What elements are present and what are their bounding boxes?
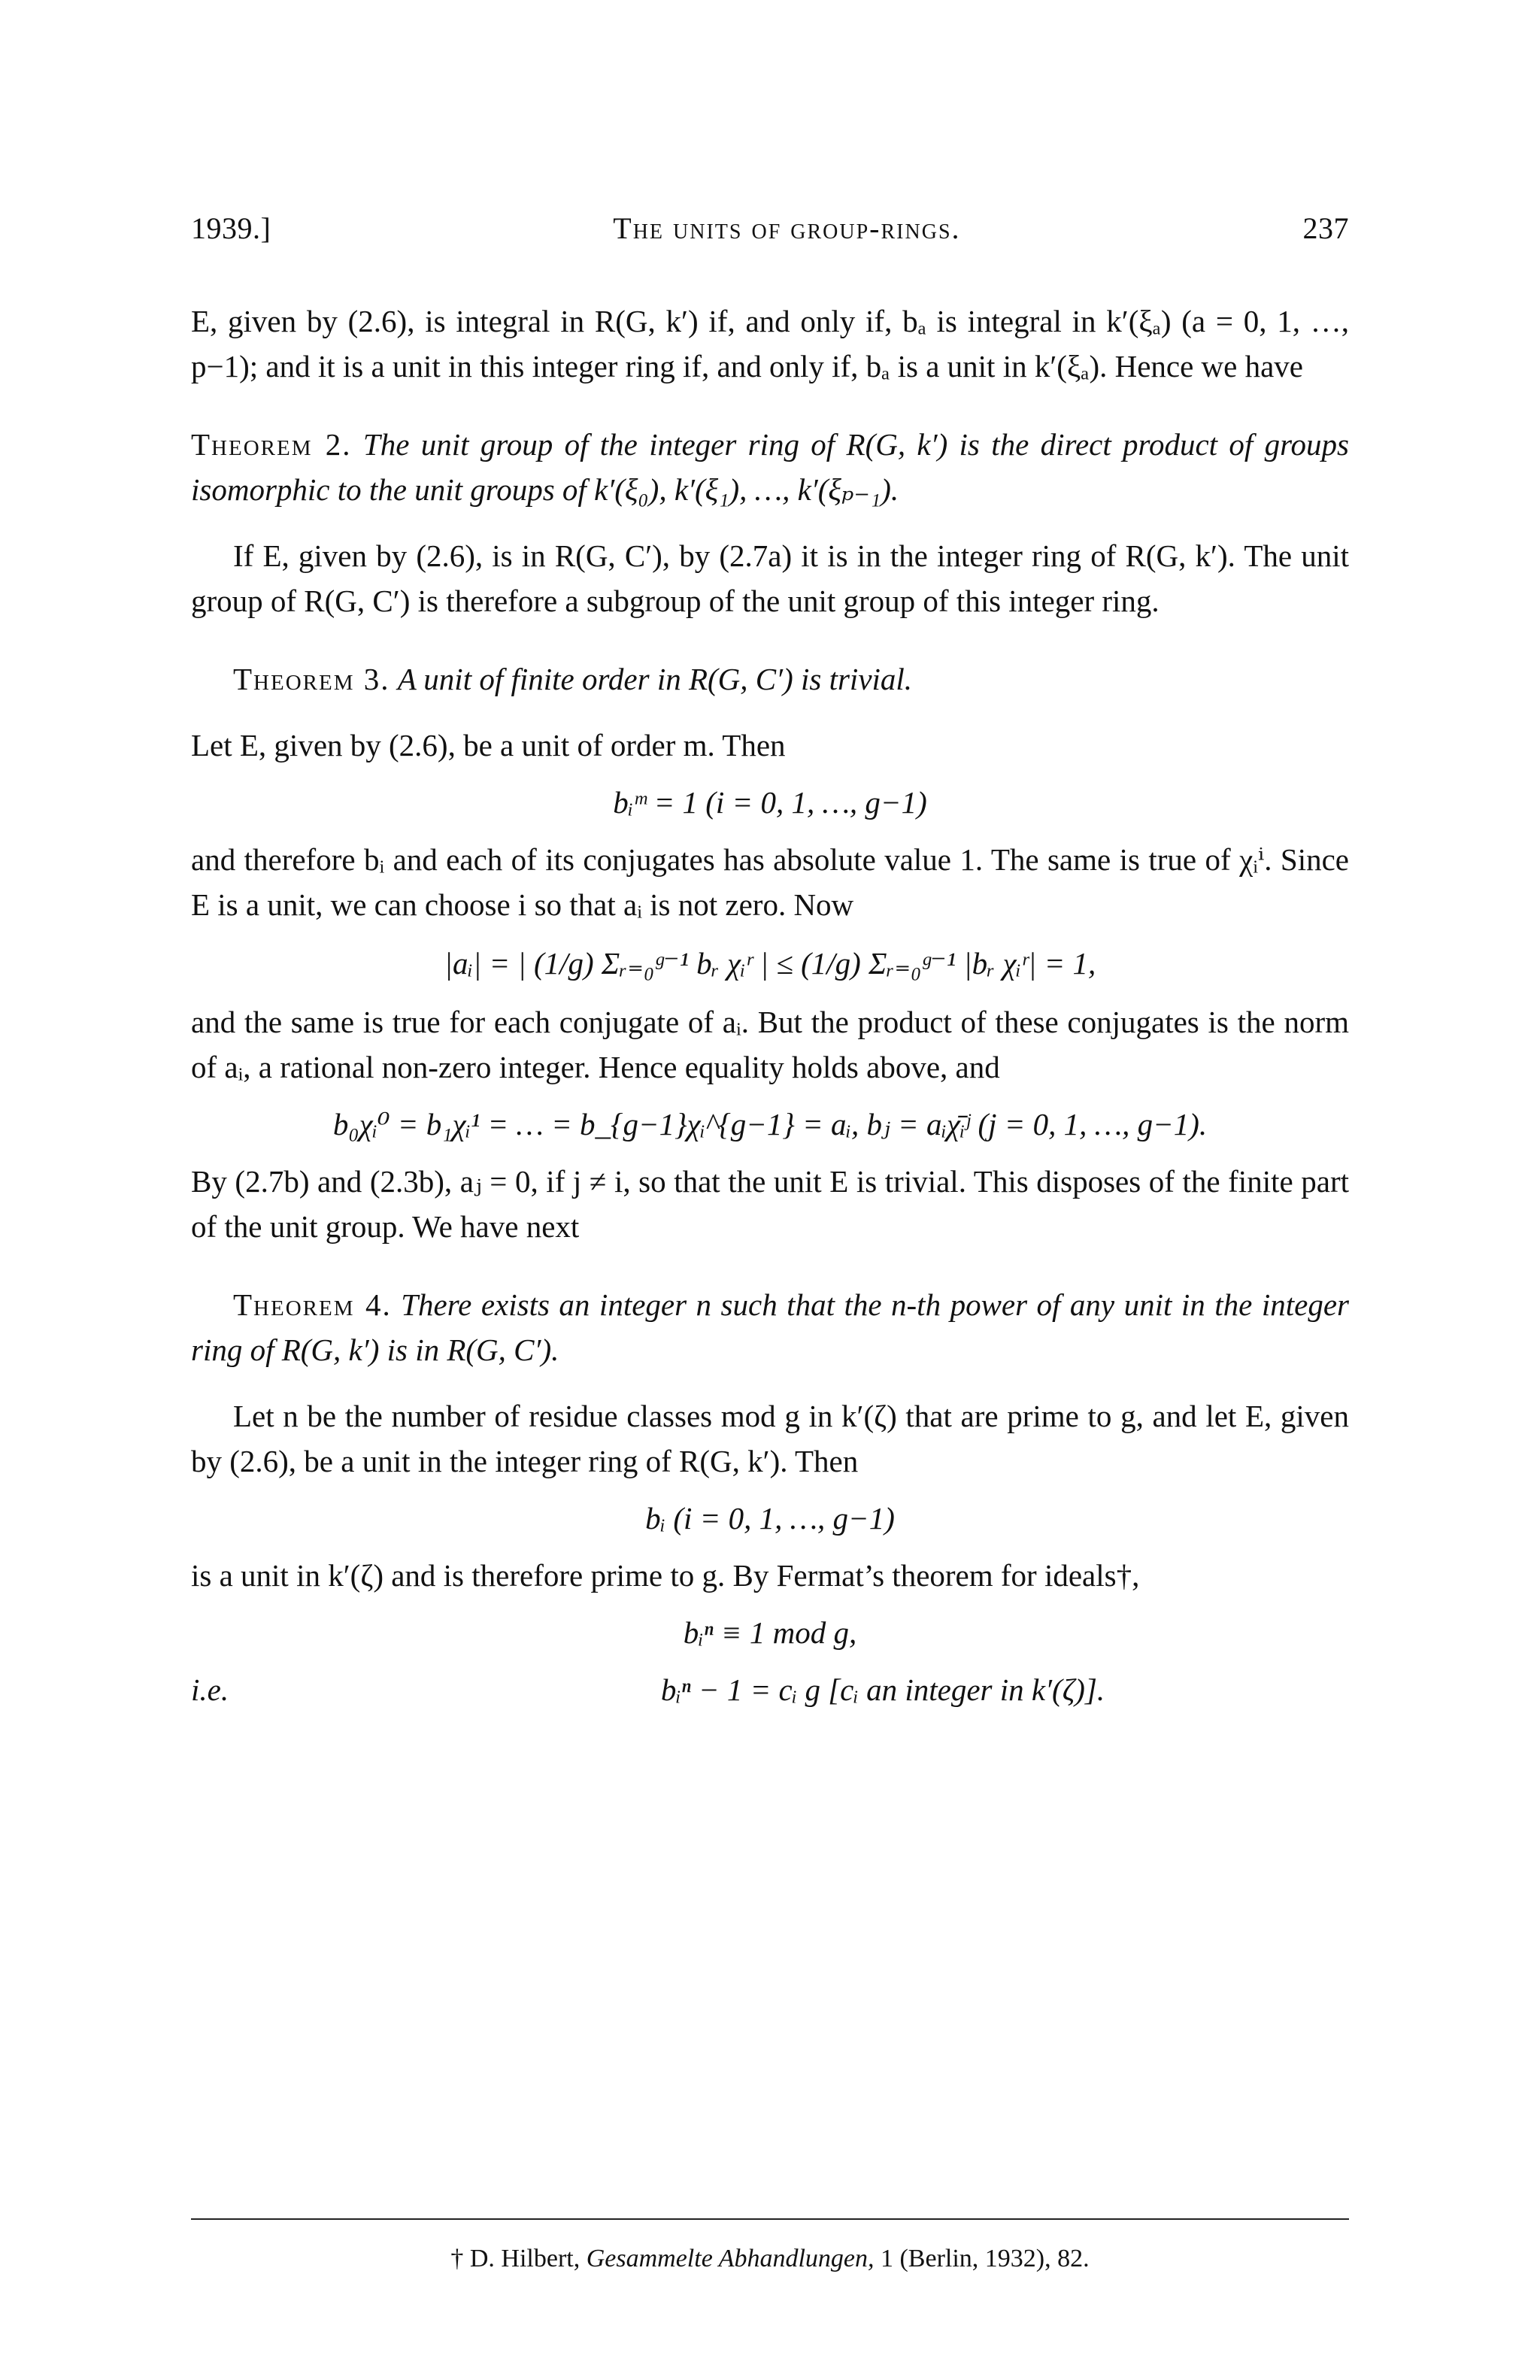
theorem-4-body: There exists an integer n such that the n-th power of any unit in the integer ring of R(G, k′) is in R(G, C′).	[191, 1287, 1349, 1367]
theorem-3-body: A unit of finite order in R(G, C′) is trivial.	[397, 662, 913, 696]
equation-6-lead: i.e.	[191, 1672, 229, 1707]
running-header	[191, 211, 1349, 246]
equation-6: bᵢⁿ − 1 = cᵢ g [cᵢ an integer in k′(ζ)].	[660, 1672, 1105, 1707]
equation-6-row	[191, 1667, 1349, 1712]
page-number: 237	[1302, 211, 1349, 245]
footnote-mark: † D. Hilbert,	[450, 2245, 581, 2272]
paragraph-7: Let n be the number of residue classes mod g in k′(ζ) that are prime to g, and let E, given by (2.6), be a unit in the integer ring of R(G, k′). Then	[191, 1399, 1349, 1478]
theorem-3	[191, 656, 1349, 702]
paragraph-3: Let E, given by (2.6), be a unit of order m. Then	[191, 728, 786, 763]
footnote-work: Gesammelte Abhandlungen,	[586, 2245, 875, 2272]
equation-5: bᵢⁿ ≡ 1 mod g,	[683, 1615, 857, 1650]
theorem-4-head: Theorem 4.	[233, 1287, 392, 1322]
paragraph-5: and the same is true for each conjugate of aᵢ. But the product of these conjugates is the norm of aᵢ, a rational non-zero integer. Hence equality holds above, and	[191, 1005, 1349, 1084]
year: 1939.]	[191, 211, 271, 245]
equation-1: bᵢᵐ = 1 (i = 0, 1, …, g−1)	[613, 785, 927, 820]
footnote	[191, 2245, 1349, 2273]
paragraph-1: E, given by (2.6), is integral in R(G, k′) if, and only if, bₐ is integral in k′(ξₐ) (a = 0, 1, …, p−1); and it is a unit in this integer ring if, and only if, bₐ is a unit in k′(ξₐ). Hence we have	[191, 304, 1349, 384]
equation-2: |aᵢ| = | (1/g) Σᵣ₌₀ᵍ⁻¹ bᵣ χᵢʳ | ≤ (1/g) Σᵣ₌₀ᵍ⁻¹ |bᵣ χᵢʳ| = 1,	[444, 946, 1096, 981]
paragraph-4: and therefore bᵢ and each of its conjugates has absolute value 1. The same is true of χᵢⁱ. Since E is a unit, we can choose i so that aᵢ is not zero. Now	[191, 842, 1349, 922]
theorem-2	[191, 422, 1349, 512]
theorem-4	[191, 1282, 1349, 1372]
theorem-2-head: Theorem 2.	[191, 427, 352, 462]
equation-3: b₀χᵢ⁰ = b₁χᵢ¹ = … = b_{g−1}χᵢ^{g−1} = aᵢ, bⱼ = aᵢχ̄ᵢʲ (j = 0, 1, …, g−1).	[332, 1107, 1208, 1141]
equation-4: bᵢ (i = 0, 1, …, g−1)	[645, 1501, 895, 1536]
footnote-rule	[191, 2218, 1349, 2220]
page	[191, 211, 1349, 1724]
theorem-2-body: The unit group of the integer ring of R(G, k′) is the direct product of groups isomorphic to the unit groups of k′(ξ₀), k′(ξ₁), …, k′(ξₚ₋₁).	[191, 427, 1349, 507]
running-title: The units of group-rings.	[613, 211, 961, 245]
footnote-rest: 1 (Berlin, 1932), 82.	[880, 2245, 1090, 2272]
paragraph-6: By (2.7b) and (2.3b), aⱼ = 0, if j ≠ i, so that the unit E is trivial. This disposes of the finite part of the unit group. We have next	[191, 1164, 1349, 1244]
paragraph-8: is a unit in k′(ζ) and is therefore prime to g. By Fermat’s theorem for ideals†,	[191, 1558, 1140, 1593]
paragraph-2: If E, given by (2.6), is in R(G, C′), by (2.7a) it is in the integer ring of R(G, k′). The unit group of R(G, C′) is therefore a subgroup of the unit group of this integer ring.	[191, 538, 1349, 618]
theorem-3-head: Theorem 3.	[233, 662, 390, 696]
